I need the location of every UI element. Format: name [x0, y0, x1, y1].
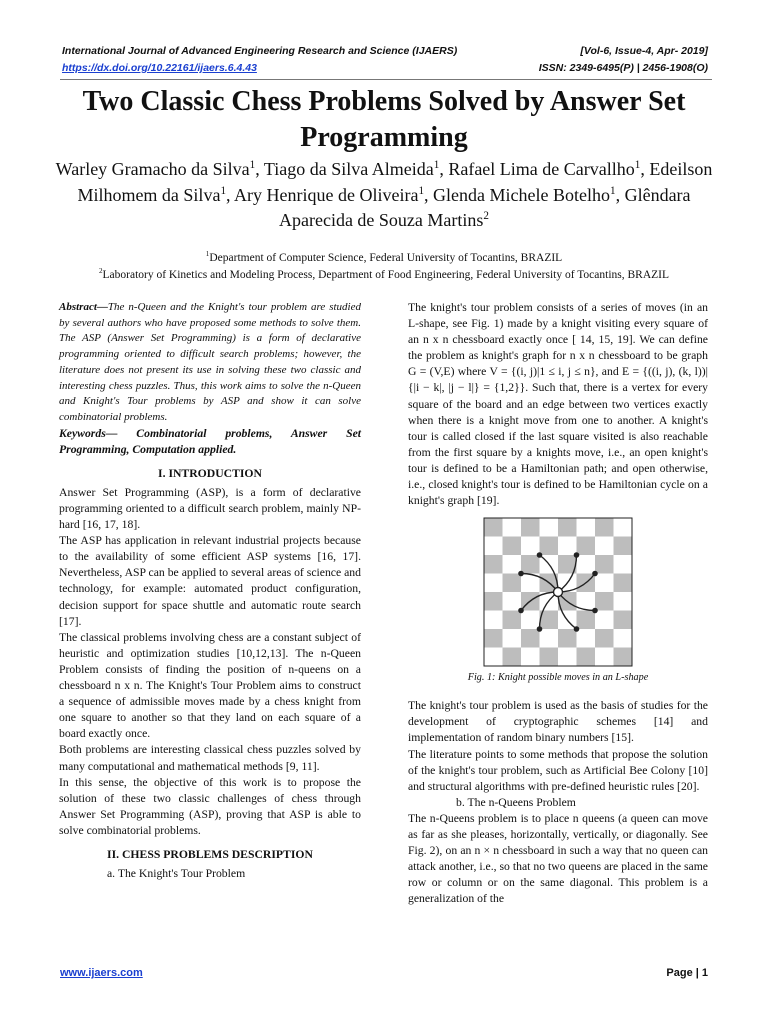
- board-square: [614, 611, 633, 630]
- figure-1: [408, 517, 708, 667]
- intro-paragraph: In this sense, the objective of this work is to propose the solution of these two classic challenges of chess through Answer Set Programming (ASP), proving that ASP is able to solve combinatorial problems.: [59, 775, 361, 837]
- move-target-dot: [592, 571, 598, 577]
- board-square: [577, 648, 596, 667]
- board-square: [503, 574, 522, 593]
- footer-site-link[interactable]: www.ijaers.com: [60, 967, 143, 979]
- board-square: [503, 555, 522, 574]
- author-affiliation-mark: 1: [433, 159, 440, 171]
- paper-title: Two Classic Chess Problems Solved by Answer Set Programming: [82, 86, 686, 153]
- move-target-dot: [518, 608, 524, 614]
- author-list: [40, 157, 728, 234]
- intro-paragraph: The ASP has application in relevant industrial projects because to the availability of some efficient ASP systems [16, 17]. Nevertheless, ASP can be applied to several areas of science and technology, for example: automated product configuration, decision support for space shuttle and automatic route search [17].: [59, 534, 361, 628]
- board-square: [503, 629, 522, 648]
- move-target-dot: [518, 571, 524, 577]
- author-name: Rafael Lima de Carvallho: [448, 159, 635, 179]
- move-target-dot: [574, 552, 580, 558]
- affiliation-1: $^1$Department of Computer Science, Federal University of Tocantins, BRAZIL: [205, 250, 563, 264]
- board-square: [484, 518, 503, 537]
- board-square: [577, 555, 596, 574]
- board-square: [595, 611, 614, 630]
- board-square: [484, 592, 503, 611]
- board-square: [614, 518, 633, 537]
- knight-origin: [554, 588, 563, 597]
- board-square: [577, 537, 596, 556]
- page-number: Page | 1: [666, 967, 708, 979]
- author-name: Ary Henrique de Oliveira: [234, 184, 419, 205]
- board-square: [595, 592, 614, 611]
- move-target-dot: [537, 552, 543, 558]
- abstract: Abstract—The n-Queen and the Knight's tour problem are studied by several authors who have proposed some methods to solve them. The ASP (Answer Set Programming) is a form of declarative programming oriented to difficult search problems; however, the literature does not present its use in solving these two classic and interesting chess puzzles. Thus, this work aims to solve the n-Queen and Knight's Tour problems by ASP and show it can solve combinatorial problems.: [59, 301, 361, 423]
- author-separator: ,: [255, 159, 264, 179]
- author-separator: ,: [424, 184, 434, 205]
- intro-paragraph: The classical problems involving chess are a constant subject of heuristic and optimization studies [10,12,13]. The n-Queen Problem consists of finding the position of n-queens on a chessboard n x n. The Knight's Tour Problem aims to construct a sequence of admissible moves made by a chess knight from one square to another so that they land on each square of a board exactly once.: [59, 630, 361, 741]
- board-square: [614, 629, 633, 648]
- header-rule: [60, 79, 712, 80]
- board-square: [484, 574, 503, 593]
- board-square: [521, 537, 540, 556]
- board-square: [540, 648, 559, 667]
- author-affiliation-mark: 1: [634, 159, 641, 171]
- author-separator: ,: [226, 184, 235, 205]
- board-square: [595, 574, 614, 593]
- board-square: [558, 518, 577, 537]
- author-name: Warley Gramacho da Silva: [55, 159, 250, 179]
- journal-name: International Journal of Advanced Engineering Research and Science (IJAERS): [62, 45, 458, 57]
- intro-paragraph: Answer Set Programming (ASP), is a form of declarative programming oriented to a difficult search problem, mainly NP-hard [16, 17, 18].: [59, 485, 361, 532]
- board-square: [503, 648, 522, 667]
- board-square: [558, 629, 577, 648]
- move-target-dot: [574, 626, 580, 632]
- knight-tour-subheading: a. The Knight's Tour Problem: [107, 867, 246, 881]
- board-square: [595, 555, 614, 574]
- board-square: [484, 648, 503, 667]
- doi-link[interactable]: https://dx.doi.org/10.22161/ijaers.6.4.43: [62, 62, 257, 74]
- author-affiliation-mark: 1: [610, 184, 616, 197]
- body-paragraph: The knight's tour problem is used as the basis of studies for the development of cryptographic schemes [14] and implementation of random binary numbers [15].: [408, 699, 708, 745]
- chess-problems-heading: II. CHESS PROBLEMS DESCRIPTION: [107, 847, 313, 861]
- board-square: [521, 648, 540, 667]
- n-queens-subheading: b. The n-Queens Problem: [456, 795, 576, 809]
- author-name: Glêndara Aparecida de Souza Martins: [278, 184, 691, 230]
- board-square: [577, 629, 596, 648]
- volume-info: [Vol-6, Issue-4, Apr- 2019]: [580, 45, 708, 57]
- right-column: [408, 300, 708, 907]
- author-name: Edeilson Milhomem da Silva: [77, 159, 713, 205]
- board-square: [540, 629, 559, 648]
- board-square: [521, 518, 540, 537]
- board-square: [595, 537, 614, 556]
- board-square: [614, 537, 633, 556]
- move-target-dot: [537, 626, 543, 632]
- board-square: [595, 648, 614, 667]
- intro-heading: I. INTRODUCTION: [158, 466, 262, 480]
- left-column: [59, 300, 361, 882]
- board-square: [503, 611, 522, 630]
- board-square: [484, 537, 503, 556]
- author-separator: ,: [615, 184, 625, 205]
- author-affiliation-mark: 1: [249, 159, 256, 171]
- board-square: [484, 555, 503, 574]
- board-square: [503, 592, 522, 611]
- board-square: [521, 555, 540, 574]
- board-square: [540, 537, 559, 556]
- board-square: [484, 611, 503, 630]
- board-square: [614, 592, 633, 611]
- author-name: Glenda Michele Botelho: [433, 184, 610, 205]
- author-affiliation-mark: 2: [483, 210, 489, 222]
- n-queens-paragraph: The n-Queens problem is to place n queens (a queen can move as far as she pleases, horizontally, vertically, or diagonally. See Fig. 2), on an n × n chessboard in such a way that no queen can attack another, i.e., so that no two queens are placed in the same row or column or on the same diagonal. This problem is a generalization of the: [408, 811, 708, 906]
- chessboard-figure: [483, 517, 633, 667]
- author-separator: ,: [439, 159, 449, 179]
- intro-paragraph: Both problems are interesting classical chess puzzles solved by many computational and mathematical methods [9, 11].: [59, 743, 361, 773]
- author-separator: ,: [640, 159, 650, 179]
- knight-tour-paragraph: The knight's tour problem consists of a series of moves (in an L-shape, see Fig. 1) made by a knight visiting every square of an n x n chessboard exactly once [ 14, 15, 19]. We can define the problem as knight's graph for n x n chessboard to be graph G = (V,E) where V = {(i, j)|1 ≤ i, j ≤ n}, and E = {((i, j), (k, l))|{|i − k|, |j − l|} = {1,2}}. Such that, there is a vertex for every square of the board and an edge between two vertices exactly when there is a knight move from one to another. A knight's tour is called closed if the last square visited is also reachable from the first square by a knights move, i.e., an open knight's tour is defined to be a Hamiltonian path; and open otherwise, i.e., closed knight's tour is defined to be Hamiltonian cycle on a knight's graph [19].: [408, 301, 708, 508]
- board-square: [503, 537, 522, 556]
- board-square: [503, 518, 522, 537]
- board-square: [540, 518, 559, 537]
- board-square: [558, 537, 577, 556]
- board-square: [521, 629, 540, 648]
- author-affiliation-mark: 1: [418, 184, 425, 197]
- author-name: Tiago da Silva Almeida: [263, 159, 434, 179]
- issn-info: ISSN: 2349-6495(P) | 2456-1908(O): [538, 62, 708, 74]
- body-paragraph: The literature points to some methods that propose the solution of the knight's tour problem, such as Artificial Bee Colony [10] and structural algorithms with pre-defined heuristic rules [20].: [408, 747, 708, 793]
- board-square: [614, 555, 633, 574]
- board-square: [614, 574, 633, 593]
- keywords: Keywords— Combinatorial problems, Answer Set Programming, Computation applied.: [59, 426, 361, 456]
- figure-caption: Fig. 1: Knight possible moves in an L-shape: [467, 672, 649, 684]
- board-square: [577, 518, 596, 537]
- board-square: [577, 611, 596, 630]
- author-affiliation-mark: 1: [220, 184, 227, 197]
- board-square: [558, 648, 577, 667]
- board-square: [484, 629, 503, 648]
- board-square: [614, 648, 633, 667]
- affiliation-2: $^2$Laboratory of Kinetics and Modeling Process, Department of Food Engineering, Federal University of Tocantins, BRAZIL: [98, 267, 670, 281]
- board-square: [521, 611, 540, 630]
- board-square: [595, 629, 614, 648]
- board-square: [595, 518, 614, 537]
- move-target-dot: [592, 608, 598, 614]
